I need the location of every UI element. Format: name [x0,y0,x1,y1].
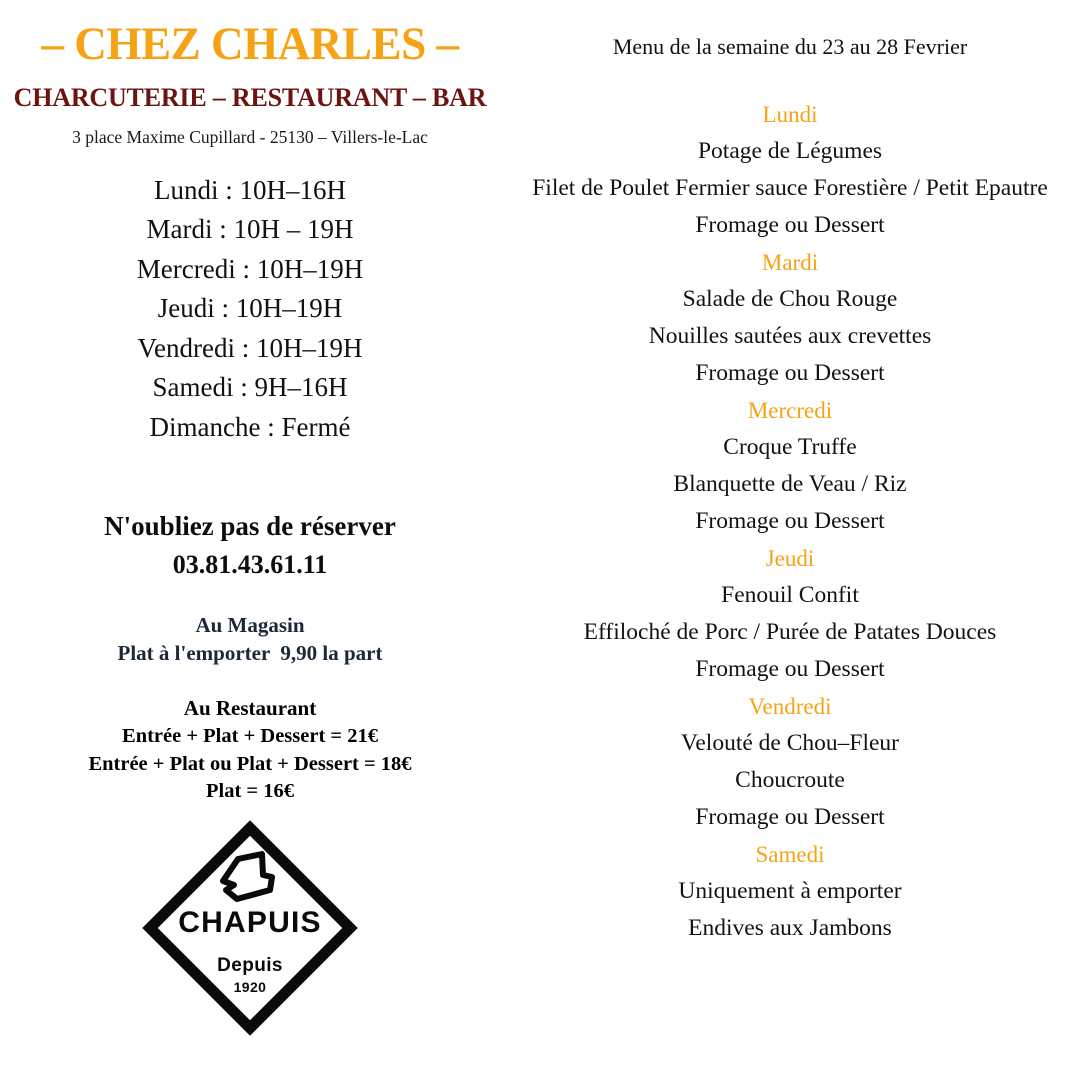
logo-brand-text: CHAPUIS [178,905,322,939]
opening-hours-item: Lundi : 10H–16H [154,174,346,205]
reservation-block [0,447,500,582]
menu-dish: Filet de Poulet Fermier sauce Forestière / Petit Epautre [532,175,1048,201]
restaurant-price-option: Entrée + Plat + Dessert = 21€ [122,725,378,748]
restaurant-pricing-heading: Au Restaurant [183,696,317,721]
menu-day-name: Lundi [762,102,818,127]
restaurant-pricing-block [0,667,500,805]
restaurant-name: – CHEZ CHARLES – [41,18,459,70]
menu-dish: Fromage ou Dessert [695,804,885,830]
menu-dish: Fromage ou Dessert [695,360,885,386]
logo-since-label: Depuis [217,954,283,976]
menu-dish: Choucroute [735,767,845,793]
shop-heading: Au Magasin [195,612,305,637]
menu-day-name: Mercredi [747,398,833,423]
menu-dish: Endives aux Jambons [688,915,892,941]
restaurant-tagline: CHARCUTERIE – RESTAURANT – BAR [13,83,487,112]
menu-day-group [500,836,1080,947]
opening-hours-item: Vendredi : 10H–19H [137,332,363,363]
reservation-phone-number[interactable]: 03.81.43.61.11 [172,549,328,579]
opening-hours-item: Mardi : 10H – 19H [146,214,354,244]
menu-day-name: Jeudi [765,546,815,571]
restaurant-price-option: Entrée + Plat ou Plat + Dessert = 18€ [88,752,412,775]
opening-hours-item: Samedi : 9H–16H [152,372,348,402]
menu-dish: Fromage ou Dessert [695,212,885,238]
restaurant-price-option: Plat = 16€ [206,780,294,803]
shop-pricing-block [0,582,500,667]
opening-hours-item: Dimanche : Fermé [149,411,351,442]
chapuis-logo-svg [142,820,358,1036]
house-arrow-icon [223,854,272,899]
menu-dish: Fromage ou Dessert [695,508,885,534]
shop-takeaway-price: Plat à l'emporter 9,90 la part [117,640,383,665]
restaurant-address: 3 place Maxime Cupillard - 25130 – Villers-le-Lac [72,127,428,147]
menu-day-group [500,688,1080,836]
menu-day-name: Mardi [761,250,819,275]
weekly-menu-column [500,0,1080,1080]
menu-dish: Salade de Chou Rouge [682,286,898,312]
menu-day-group [500,540,1080,688]
menu-week-title: Menu de la semaine du 23 au 28 Fevrier [612,34,968,59]
menu-dish: Effiloché de Porc / Purée de Patates Douces [583,619,997,645]
menu-dish: Croque Truffe [723,434,857,460]
menu-day-name: Samedi [755,842,825,867]
menu-day-group [500,96,1080,244]
menu-dish: Potage de Légumes [697,138,883,164]
menu-dish: Blanquette de Veau / Riz [673,471,907,497]
logo-since-year: 1920 [233,978,267,995]
menu-dish: Uniquement à emporter [678,878,902,904]
menu-day-name: Vendredi [748,694,832,719]
menu-days-list [500,58,1080,947]
menu-day-group [500,392,1080,540]
opening-hours-item: Mercredi : 10H–19H [136,253,364,284]
opening-hours-list [0,147,500,448]
menu-dish: Velouté de Chou–Fleur [681,730,899,756]
menu-dish: Fenouil Confit [721,582,859,608]
menu-dish: Nouilles sautées aux crevettes [648,323,932,349]
chapuis-logo [0,806,500,1036]
menu-dish: Fromage ou Dessert [695,656,885,682]
restaurant-info-column [0,0,500,1080]
reservation-prompt: N'oubliez pas de réserver [104,511,396,541]
menu-day-group [500,244,1080,392]
opening-hours-item: Jeudi : 10H–19H [157,293,343,323]
